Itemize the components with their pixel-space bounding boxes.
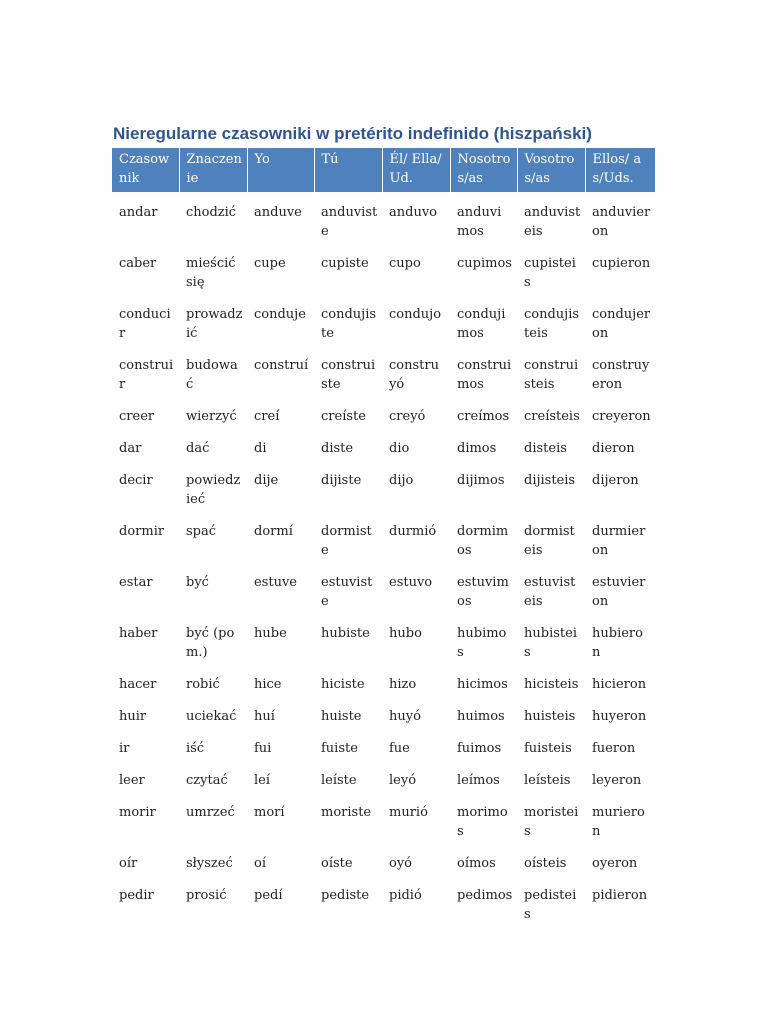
cell-el: oyó [389,856,412,871]
cell-nosotros: pedimos [457,888,513,903]
cell-nosotros: cupimos [457,256,512,271]
header-ellos: Ellos/ as/Uds. [585,148,655,192]
cell-yo: dormí [254,524,293,539]
table-row [112,884,655,924]
cell-nosotros: morimos [457,805,508,839]
cell-yo: huí [254,709,275,724]
cell-meaning: chodzić [186,205,237,220]
cell-verb: dar [119,441,142,456]
cell-vosotros: dormisteis [524,524,575,558]
cell-vosotros: oísteis [524,856,567,871]
document-title: Nieregularne czasowniki w pretérito indefinido (hiszpański) [113,124,592,143]
cell-verb: morir [119,805,156,820]
cell-tu: condujiste [321,307,377,341]
cell-vosotros: anduvisteis [524,205,581,239]
table-row [112,437,655,469]
cell-verb: caber [119,256,157,271]
header-vosotros: Vosotros/as [517,148,585,192]
cell-vosotros: leísteis [524,773,571,788]
table-header-row [112,148,655,192]
cell-el: estuvo [389,575,433,590]
cell-yo: fui [254,741,272,756]
cell-meaning: budować [186,358,238,392]
cell-yo: dije [254,473,279,488]
table-row [112,737,655,769]
cell-tu: creíste [321,409,366,424]
table-row [112,469,655,520]
table-row [112,673,655,705]
cell-vosotros: huisteis [524,709,576,724]
cell-nosotros: fuimos [457,741,502,756]
cell-el: durmió [389,524,437,539]
cell-meaning: prowadzić [186,307,243,341]
cell-el: condujo [389,307,442,322]
cell-meaning: być [186,575,209,590]
cell-el: anduvo [389,205,437,220]
cell-tu: fuiste [321,741,358,756]
cell-nosotros: condujimos [457,307,506,341]
cell-vosotros: condujisteis [524,307,580,341]
cell-verb: creer [119,409,155,424]
cell-verb: haber [119,626,158,641]
cell-nosotros: oímos [457,856,496,871]
cell-tu: estuviste [321,575,373,609]
cell-ellos: hicieron [592,677,647,692]
cell-yo: oí [254,856,266,871]
cell-nosotros: estuvimos [457,575,509,609]
cell-el: construyó [389,358,439,392]
cell-el: huyó [389,709,421,724]
cell-tu: anduviste [321,205,378,239]
cell-ellos: fueron [592,741,636,756]
cell-nosotros: construimos [457,358,512,392]
cell-vosotros: dijisteis [524,473,576,488]
table-row [112,571,655,622]
cell-ellos: creyeron [592,409,651,424]
cell-tu: oíste [321,856,353,871]
cell-yo: creí [254,409,280,424]
cell-meaning: robić [186,677,220,692]
cell-yo: cupe [254,256,286,271]
header-meaning: Znaczenie [179,148,247,192]
cell-yo: morí [254,805,285,820]
cell-yo: estuve [254,575,297,590]
cell-tu: moriste [321,805,372,820]
cell-vosotros: pedisteis [524,888,577,922]
cell-verb: huir [119,709,147,724]
cell-vosotros: estuvisteis [524,575,576,609]
cell-el: hizo [389,677,417,692]
table-row [112,252,655,303]
cell-verb: conducir [119,307,171,341]
cell-yo: pedí [254,888,283,903]
cell-nosotros: hubimos [457,626,507,660]
cell-vosotros: hubisteis [524,626,577,660]
header-tu: Tú [314,148,382,192]
cell-ellos: oyeron [592,856,638,871]
cell-vosotros: cupisteis [524,256,576,290]
cell-ellos: condujeron [592,307,651,341]
cell-ellos: dijeron [592,473,639,488]
cell-ellos: huyeron [592,709,647,724]
cell-yo: hice [254,677,282,692]
cell-meaning: spać [186,524,217,539]
cell-meaning: wierzyć [186,409,237,424]
cell-vosotros: disteis [524,441,567,456]
cell-tu: dijiste [321,473,362,488]
cell-meaning: uciekać [186,709,237,724]
cell-tu: hubiste [321,626,370,641]
cell-verb: construir [119,358,174,392]
cell-verb: dormir [119,524,165,539]
cell-yo: conduje [254,307,306,322]
cell-meaning: być (pom.) [186,626,235,660]
header-verb: Czasownik [112,148,179,192]
table-row [112,801,655,852]
cell-verb: decir [119,473,153,488]
cell-verb: hacer [119,677,157,692]
cell-vosotros: construisteis [524,358,579,392]
cell-tu: pediste [321,888,370,903]
cell-ellos: construyeron [592,358,650,392]
cell-meaning: powiedzieć [186,473,241,507]
cell-nosotros: dijimos [457,473,505,488]
cell-verb: ir [119,741,130,756]
cell-el: hubo [389,626,422,641]
cell-tu: hiciste [321,677,365,692]
cell-ellos: anduvieron [592,205,651,239]
cell-nosotros: dormimos [457,524,509,558]
cell-vosotros: hicisteis [524,677,579,692]
cell-el: fue [389,741,410,756]
table-row [112,354,655,405]
cell-yo: construí [254,358,309,373]
header-el: Él/ Ella/Ud. [382,148,450,192]
cell-vosotros: creísteis [524,409,580,424]
cell-tu: dormiste [321,524,372,558]
cell-tu: diste [321,441,354,456]
cell-nosotros: anduvimos [457,205,502,239]
cell-yo: anduve [254,205,302,220]
header-yo: Yo [247,148,314,192]
cell-tu: construiste [321,358,376,392]
cell-nosotros: dimos [457,441,497,456]
cell-meaning: iść [186,741,205,756]
table-row [112,705,655,737]
table-row [112,852,655,884]
cell-tu: leíste [321,773,357,788]
cell-ellos: estuvieron [592,575,646,609]
cell-yo: hube [254,626,287,641]
cell-yo: leí [254,773,271,788]
cell-ellos: hubieron [592,626,643,660]
cell-el: leyó [389,773,417,788]
cell-meaning: mieścić się [186,256,236,290]
cell-verb: estar [119,575,153,590]
cell-meaning: słyszeć [186,856,233,871]
cell-verb: leer [119,773,145,788]
cell-el: dijo [389,473,414,488]
cell-ellos: pidieron [592,888,648,903]
cell-tu: huiste [321,709,362,724]
cell-nosotros: hicimos [457,677,508,692]
cell-ellos: murieron [592,805,645,839]
table-row [112,405,655,437]
cell-tu: cupiste [321,256,369,271]
cell-el: cupo [389,256,421,271]
cell-verb: oír [119,856,138,871]
cell-meaning: dać [186,441,210,456]
cell-el: pidió [389,888,422,903]
cell-ellos: leyeron [592,773,642,788]
cell-ellos: dieron [592,441,635,456]
table-row [112,303,655,354]
header-nosotros: Nosotros/as [450,148,517,192]
table-row [112,520,655,571]
cell-el: dio [389,441,410,456]
table-row [112,192,655,252]
table-row [112,769,655,801]
verb-table [112,148,655,924]
cell-meaning: umrzeć [186,805,235,820]
cell-meaning: czytać [186,773,228,788]
cell-nosotros: huimos [457,709,505,724]
cell-yo: di [254,441,267,456]
cell-ellos: cupieron [592,256,651,271]
cell-vosotros: moristeis [524,805,579,839]
cell-vosotros: fuisteis [524,741,572,756]
cell-ellos: durmieron [592,524,646,558]
cell-meaning: prosić [186,888,227,903]
cell-verb: andar [119,205,158,220]
cell-el: creyó [389,409,426,424]
cell-nosotros: leímos [457,773,500,788]
table-row [112,622,655,673]
cell-nosotros: creímos [457,409,510,424]
cell-verb: pedir [119,888,154,903]
cell-el: murió [389,805,428,820]
